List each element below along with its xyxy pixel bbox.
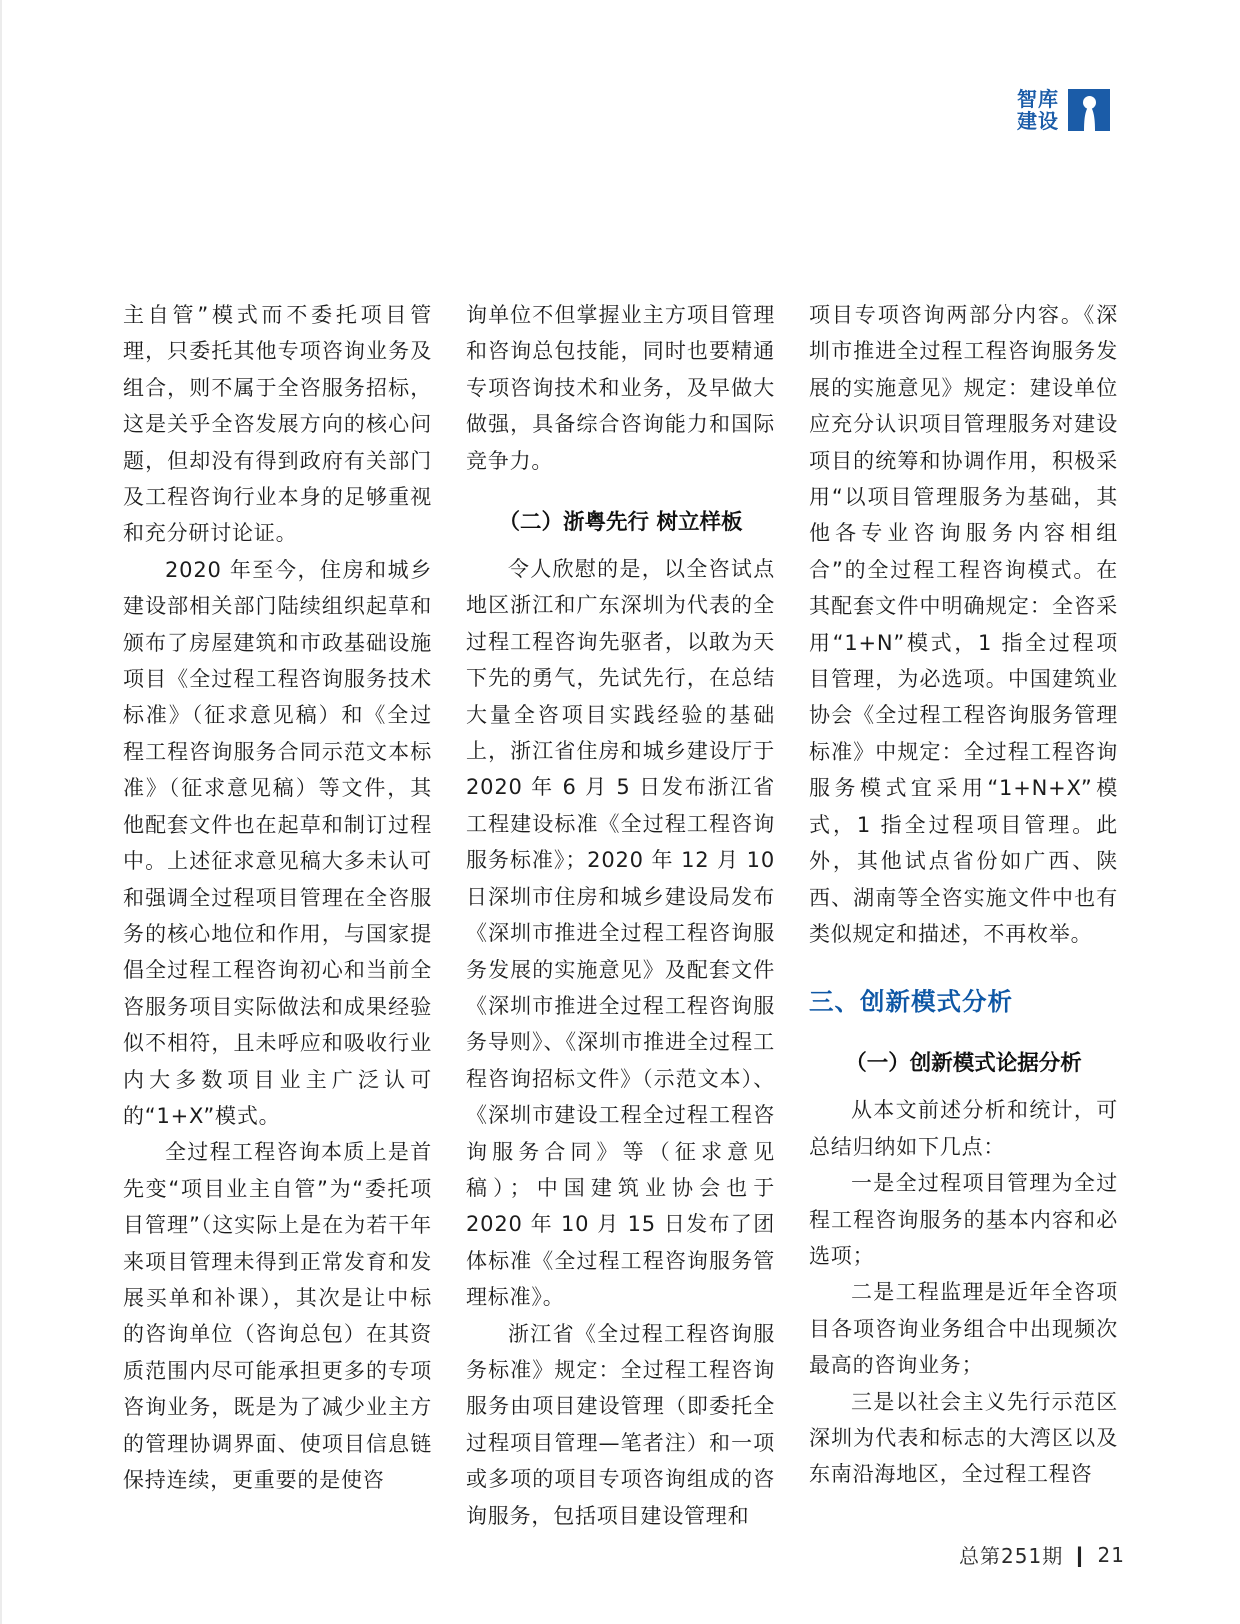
subsection-heading-argument-analysis: （一）创新模式论据分析: [845, 1051, 1082, 1077]
paragraph: 2020 年至今，住房和城乡建设部相关部门陆续组织起草和颁布了房屋建筑和市政基础设施项目《全过程工程咨询服务技术标准》（征求意见稿）和《全过程工程咨询服务合同示范文本标准》（征求意见稿）等文件，其他配套文件也在起草和制订过程中。上述征求意见稿大多未认可和强调全过程项目管理在全咨服务的核心地位和作用，与国家提倡全过程工程咨询初心和当前全咨服务项目实际做法和成果经验似不相符，且未呼应和吸收行业内大多数项目业主广泛认可的“1+X”模式。: [123, 557, 432, 1128]
text-column-3: [809, 297, 1118, 1534]
footer-separator: |: [1074, 1542, 1087, 1567]
paragraph: 三是以社会主义先行示范区深圳为代表和标志的大湾区以及东南沿海地区，全过程工程咨: [809, 1389, 1118, 1487]
brand-logo-text-line1: 智库: [1017, 87, 1059, 111]
paragraph: 主自管”模式而不委托项目管理，只委托其他专项咨询业务及组合，则不属于全咨服务招标，这是关乎全咨发展方向的核心问题，但却没有得到政府有关部门及工程咨询行业本身的足够重视和充分研讨论证。: [123, 303, 432, 546]
paragraph: 一是全过程项目管理为全过程工程咨询服务的基本内容和必选项；: [809, 1171, 1118, 1268]
subsection-heading-zheyue: （二）浙粤先行 树立样板: [498, 510, 743, 536]
text-column-1: [123, 297, 432, 1534]
paragraph: 项目专项咨询两部分内容。《深圳市推进全过程工程咨询服务发展的实施意见》规定：建设单位应充分认识项目管理服务对建设项目的统筹和协调作用，积极采用“以项目管理服务为基础，其他各专业咨询服务内容相组合”的全过程工程咨询模式。在其配套文件中明确规定：全咨采用“1+N”模式，1 指全过程项目管理，为必选项。中国建筑业协会《全过程工程咨询服务管理标准》中规定：全过程工程咨询服务模式宜采用“1+N+X”模式，1 指全过程项目管理。此外，其他试点省份如广西、陕西、湖南等全咨实施文件中也有类似规定和描述，不再枚举。: [809, 303, 1118, 946]
issue-number: 总第251期: [959, 1544, 1064, 1568]
keyhole-icon: [1068, 89, 1110, 131]
brand-logo-text: [1017, 88, 1059, 132]
text-column-2: [466, 297, 775, 1534]
page-number: 21: [1097, 1542, 1125, 1567]
paragraph: 询单位不但掌握业主方项目管理和咨询总包技能，同时也要精通专项咨询技术和业务，及早做大做强，具备综合咨询能力和国际竞争力。: [466, 303, 775, 473]
paragraph: 浙江省《全过程工程咨询服务标准》规定：全过程工程咨询服务由项目建设管理（即委托全过程项目管理—笔者注）和一项或多项的项目专项咨询组成的咨询服务，包括项目建设管理和: [466, 1321, 775, 1528]
section-heading-innovation-analysis: 三、创新模式分析: [809, 987, 1013, 1017]
paragraph: 二是工程监理是近年全咨项目各项咨询业务组合中出现频次最高的咨询业务；: [809, 1280, 1118, 1378]
paragraph: 从本文前述分析和统计，可总结归纳如下几点：: [809, 1098, 1118, 1159]
paragraph: 令人欣慰的是，以全咨试点地区浙江和广东深圳为代表的全过程工程咨询先驱者，以敢为天下先的勇气，先试先行，在总结大量全咨项目实践经验的基础上，浙江省住房和城乡建设厅于 2020 年 6 月 5 日发布浙江省工程建设标准《全过程工程咨询服务标准》；2020 年 12 月 10 日深圳市住房和城乡建设局发布《深圳市推进全过程工程咨询服务发展的实施意见》及配套文件《深圳市推进全过程工程咨询服务导则》、《深圳市推进全过程工程咨询招标文件》（示范文本）、《深圳市建设工程全过程工程咨询服务合同》等（征求意见稿）；中国建筑业协会也于 2020 年 10 月 15 日发布了团体标准《全过程工程咨询服务管理标准》。: [466, 557, 775, 1310]
article-body: [123, 297, 1117, 1534]
page-footer: [959, 1540, 1125, 1569]
paragraph: 全过程工程咨询本质上是首先变“项目业主自管”为“委托项目管理”（这实际上是在为若干年来项目管理未得到正常发育和发展买单和补课），其次是让中标的咨询单位（咨询总包）在其资质范围内尽可能承担更多的专项咨询业务，既是为了减少业主方的管理协调界面、使项目信息链保持连续，更重要的是使咨: [123, 1140, 432, 1492]
brand-logo-text-line2: 建设: [1017, 109, 1059, 133]
brand-logo: [1017, 88, 1110, 132]
